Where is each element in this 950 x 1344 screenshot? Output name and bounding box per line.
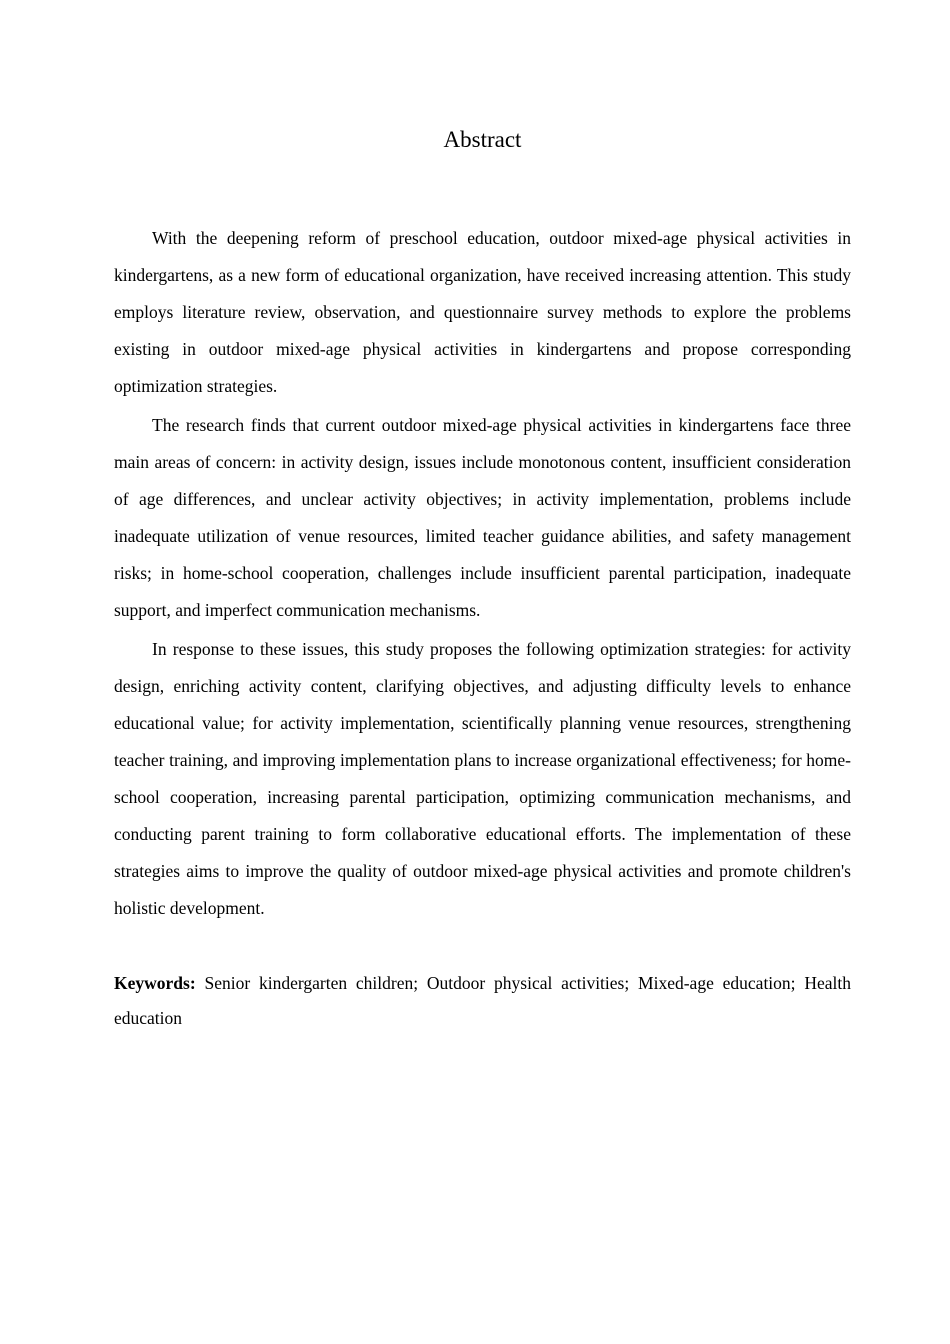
keywords-line <box>114 966 851 1036</box>
abstract-paragraph: In response to these issues, this study proposes the following optimization strategies: for activity design, enriching activity content, clarifying objectives, and adjusting difficulty levels to enhance educational value; for activity implementation, scientifically planning venue resources, strengthening teacher training, and improving implementation plans to increase organizational effectiveness; for home-school cooperation, increasing parental participation, optimizing communication mechanisms, and conducting parent training to form collaborative educational efforts. The implementation of these strategies aims to improve the quality of outdoor mixed-age physical activities and promote children's holistic development. <box>114 639 851 918</box>
page-title: Abstract <box>443 127 522 152</box>
abstract-paragraph: With the deepening reform of preschool education, outdoor mixed-age physical activities in kindergartens, as a new form of educational organization, have received increasing attention. This study employs literature review, observation, and questionnaire survey methods to explore the problems existing in outdoor mixed-age physical activities in kindergartens and propose corresponding optimization strategies. <box>114 228 851 396</box>
abstract-body <box>114 220 851 929</box>
keywords-label: Keywords: <box>114 973 196 993</box>
abstract-paragraph: The research finds that current outdoor mixed-age physical activities in kindergartens face three main areas of concern: in activity design, issues include monotonous content, insufficient consideration of age differences, and unclear activity objectives; in activity implementation, problems include inadequate utilization of venue resources, limited teacher guidance abilities, and safety management risks; in home-school cooperation, challenges include insufficient parental participation, inadequate support, and imperfect communication mechanisms. <box>114 415 851 620</box>
keywords-text: Senior kindergarten children; Outdoor physical activities; Mixed-age education; Health education <box>114 973 851 1028</box>
